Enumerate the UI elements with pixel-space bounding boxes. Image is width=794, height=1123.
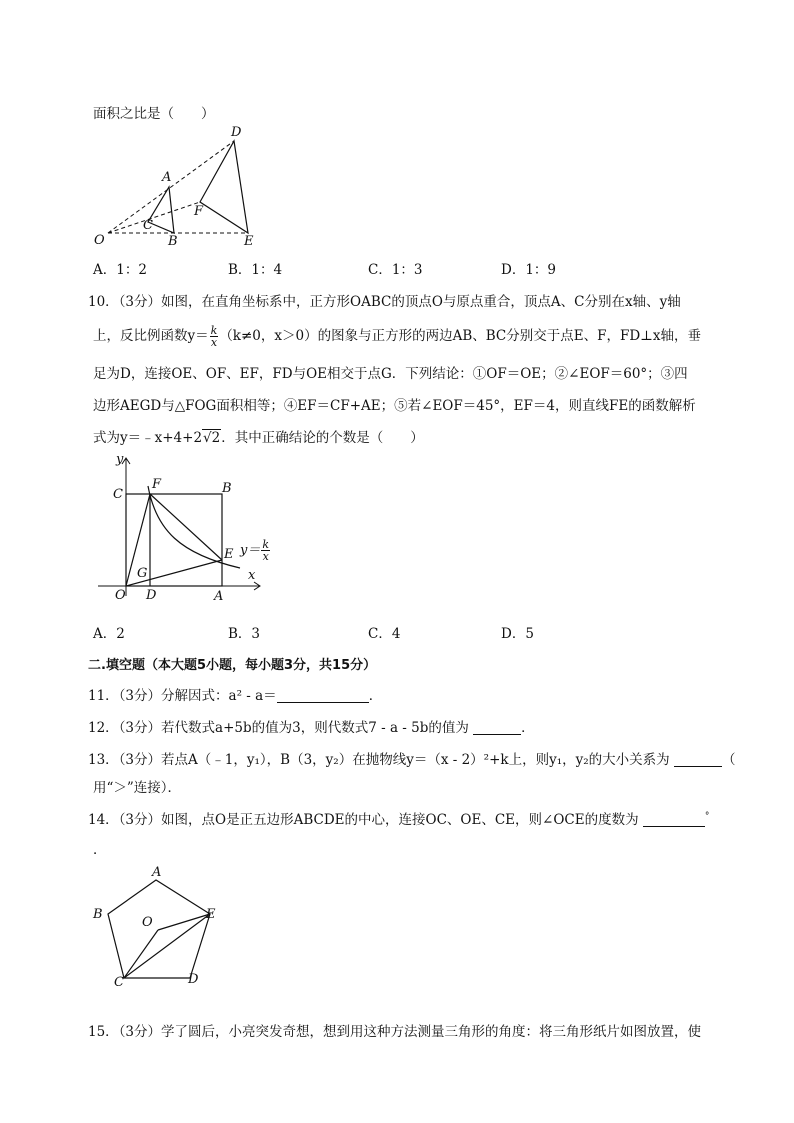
q10-curve-den: x — [262, 550, 269, 563]
q13-score: （3分） — [118, 752, 162, 768]
q12-number: 12． — [88, 720, 119, 736]
q10-curve-eq: y＝ — [240, 543, 261, 558]
q10-sqrt: √2 — [203, 430, 221, 446]
q10-option-a[interactable]: A．2 — [93, 626, 125, 642]
q9-figure — [90, 124, 270, 250]
q9-label-o: O — [94, 233, 105, 248]
q10-fraction — [210, 325, 219, 348]
q10-label-y: y — [116, 452, 124, 467]
q10-number: 10． — [88, 294, 119, 310]
q9-tail-text: 面积之比是（ ） — [93, 106, 215, 122]
q14-dot: ． — [93, 842, 107, 858]
q14-line — [88, 808, 709, 828]
q12-end: ． — [521, 720, 535, 736]
q10-label-x: x — [248, 568, 256, 583]
q14-answer-blank[interactable] — [643, 812, 705, 827]
q10-label-o: O — [115, 588, 126, 603]
q11-score: （3分） — [118, 688, 162, 704]
q10-label-g: G — [137, 566, 148, 581]
q10-text-5b: ．其中正确结论的个数是（ ） — [221, 430, 424, 446]
q10-text-2b: （k≠0，x＞0）的图象与正方形的两边AB、BC分别交于点E、F，FD⊥x轴，垂 — [219, 328, 701, 344]
q14-label-c: C — [114, 975, 124, 990]
q14-degree: ° — [704, 811, 710, 822]
q13-number: 13． — [88, 752, 119, 768]
q9-label-a: A — [162, 170, 172, 185]
q14-label-e: E — [206, 907, 216, 922]
q12-line — [88, 716, 535, 736]
q11-number: 11． — [88, 688, 119, 704]
q15-line — [88, 1020, 701, 1040]
q10-text-2a: 上，反比例函数y＝ — [93, 328, 209, 344]
q13-answer-blank[interactable] — [674, 752, 722, 767]
q14-label-b: B — [93, 907, 103, 922]
q11-end: ． — [368, 688, 383, 704]
q15-number: 15． — [88, 1024, 119, 1040]
q9-label-d: D — [231, 125, 242, 140]
q13-open-paren: （ — [721, 752, 736, 768]
q9-option-a[interactable]: A．1：2 — [93, 262, 147, 278]
q10-label-d: D — [146, 588, 157, 603]
q14-label-o: O — [142, 915, 153, 930]
section-title: 二.填空题（本大题5小题，每小题3分，共15分） — [88, 658, 377, 673]
q10-option-b[interactable]: B．3 — [228, 626, 261, 642]
q9-label-b: B — [168, 234, 178, 249]
q9-option-d[interactable]: D．1：9 — [501, 262, 557, 278]
q9-label-c: C — [143, 218, 153, 233]
q10-text-5a: 式为y＝﹣x+4+2 — [93, 430, 203, 446]
q10-figure — [90, 450, 270, 610]
q13-line — [88, 748, 735, 768]
q15-score: （3分） — [118, 1024, 162, 1040]
q14-number: 14． — [88, 812, 119, 828]
q12-text: 若代数式a+5b的值为3，则代数式7 - a - 5b的值为 — [161, 720, 469, 736]
q14-label-a: A — [152, 865, 162, 880]
q12-score: （3分） — [118, 720, 162, 736]
q14-figure — [100, 868, 230, 988]
q10-label-c: C — [113, 487, 123, 502]
q15-text: 学了圆后，小亮突发奇想，想到用这种方法测量三角形的角度：将三角形纸片如图放置，使 — [161, 1024, 702, 1040]
q10-label-f: F — [152, 477, 162, 492]
q10-option-d[interactable]: D．5 — [501, 626, 534, 642]
q10-label-e: E — [224, 547, 234, 562]
q10-line4: 边形AEGD与△FOG面积相等；④EF＝CF+AE；⑤若∠EOF＝45°，EF＝4，则直线FE的函数解析 — [93, 398, 696, 414]
q13-text: 若点A（﹣1，y₁），B（3，y₂）在抛物线y＝（x - 2）²+k上，则y₁，y₂的大小关系为 — [161, 752, 670, 768]
q12-answer-blank[interactable] — [473, 720, 521, 735]
q10-line5 — [93, 426, 424, 446]
q9-label-e: E — [244, 234, 254, 249]
q10-line2 — [93, 324, 701, 348]
q10-frac-den: x — [210, 336, 218, 349]
q10-frac-num: k — [210, 324, 218, 337]
q10-text-1: 如图，在直角坐标系中，正方形OABC的顶点O与原点重合，顶点A、C分别在x轴、y轴 — [161, 294, 681, 310]
q11-answer-blank[interactable] — [277, 688, 369, 703]
q10-sqrt-value: 2 — [211, 430, 221, 446]
q10-line3: 足为D，连接OE、OF、EF，FD与OE相交于点G．下列结论：①OF＝OE；②∠EOF＝60°；③四 — [93, 366, 688, 382]
q14-label-d: D — [188, 972, 199, 987]
q14-text: 如图，点O是正五边形ABCDE的中心，连接OC、OE、CE，则∠OCE的度数为 — [161, 812, 639, 828]
q10-curve-fraction — [261, 539, 270, 562]
q11-line — [88, 684, 382, 704]
q11-text: 分解因式：a² - a＝ — [161, 688, 277, 704]
q9-label-f: F — [194, 204, 204, 219]
q10-score: （3分） — [118, 294, 162, 310]
q10-option-c[interactable]: C．4 — [368, 626, 401, 642]
q10-label-b: B — [222, 481, 232, 496]
q9-option-c[interactable]: C．1：3 — [368, 262, 423, 278]
q10-curve-num: k — [262, 538, 270, 551]
q9-option-b[interactable]: B．1：4 — [228, 262, 283, 278]
q10-curve-label — [240, 539, 271, 562]
q14-score: （3分） — [118, 812, 162, 828]
q10-label-a: A — [214, 589, 224, 604]
q13-cont: 用“＞”连接）． — [93, 780, 182, 796]
q10-line1 — [88, 290, 681, 310]
